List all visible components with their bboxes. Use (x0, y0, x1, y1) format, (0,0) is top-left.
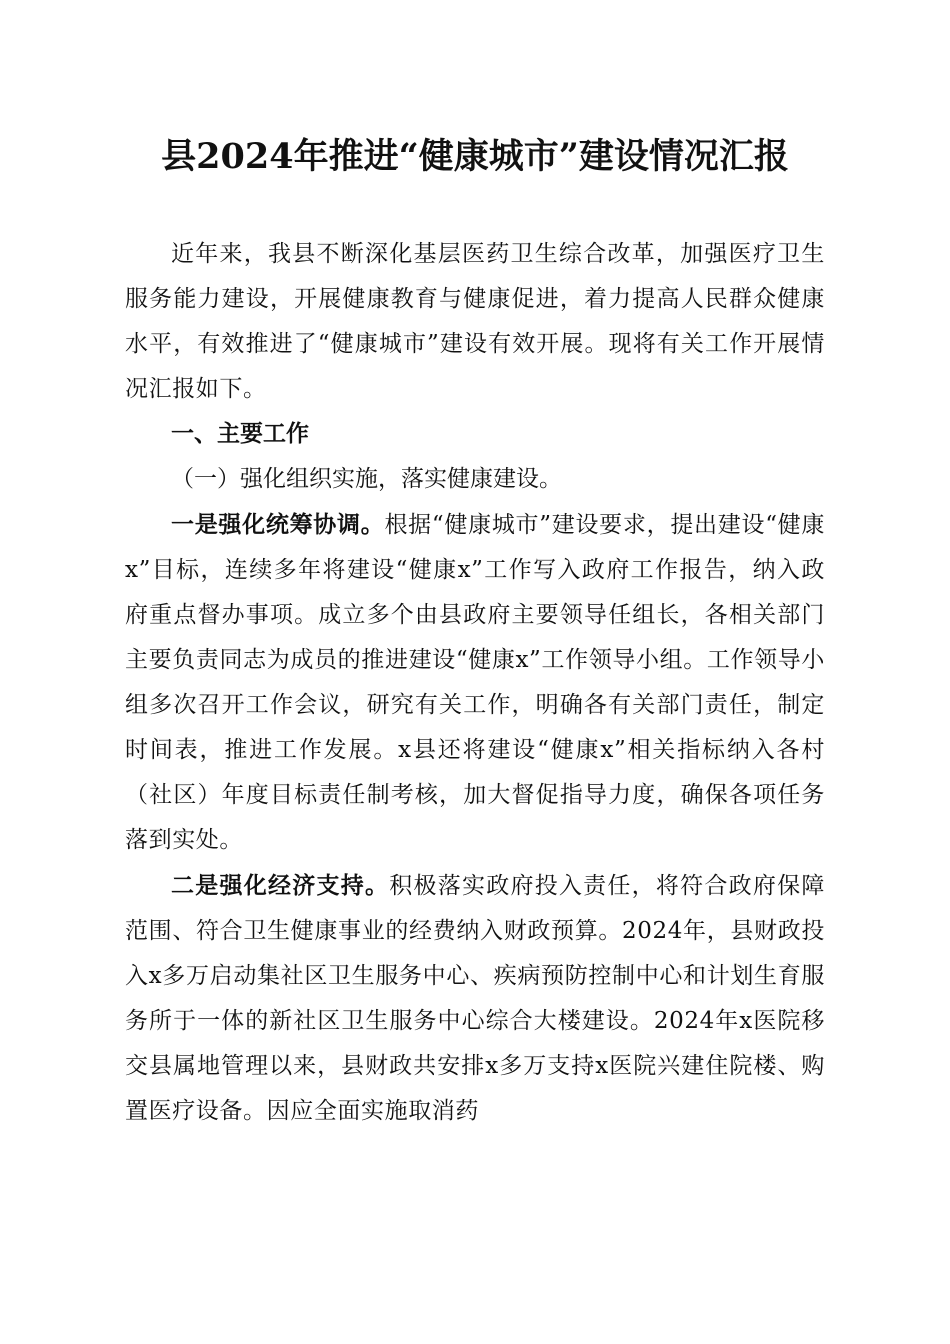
paragraph-economic-support-body: 积极落实政府投入责任，将符合政府保障范围、符合卫生健康事业的经费纳入财政预算。2024年，县财政投入x多万启动集社区卫生服务中心、疾病预防控制中心和计划生育服务所于一体的新社区卫生服务中心综合大楼建设。2024年x医院移交县属地管理以来，县财政共安排x多万支持x医院兴建住院楼、购置医疗设备。因应全面实施取消药 (125, 873, 825, 1124)
intro-paragraph: 近年来，我县不断深化基层医药卫生综合改革，加强医疗卫生服务能力建设，开展健康教育与健康促进，着力提高人民群众健康水平，有效推进了“健康城市”建设有效开展。现将有关工作开展情况汇报如下。 (125, 241, 825, 402)
subsection-heading-organization: （一）强化组织实施，落实健康建设。 (171, 466, 562, 492)
paragraph-economic-support-lead: 二是强化经济支持。 (171, 872, 390, 899)
paragraph-coordination (125, 502, 825, 863)
paragraph-coordination-lead: 一是强化统筹协调。 (171, 511, 385, 538)
paragraph-economic-support (125, 863, 825, 1134)
section-heading-main-work: 一、主要工作 (171, 421, 309, 447)
document-title: 县2024年推进“健康城市”建设情况汇报 (161, 136, 789, 177)
paragraph-coordination-body: 根据“健康城市”建设要求，提出建设“健康x”目标，连续多年将建设“健康x”工作写入政府工作报告，纳入政府重点督办事项。成立多个由县政府主要领导任组长，各相关部门主要负责同志为成员的推进建设“健康x”工作领导小组。工作领导小组多次召开工作会议，研究有关工作，明确各有关部门责任，制定时间表，推进工作发展。x县还将建设“健康x”相关指标纳入各村（社区）年度目标责任制考核，加大督促指导力度，确保各项任务落到实处。 (125, 512, 825, 853)
document-body (125, 232, 825, 1134)
